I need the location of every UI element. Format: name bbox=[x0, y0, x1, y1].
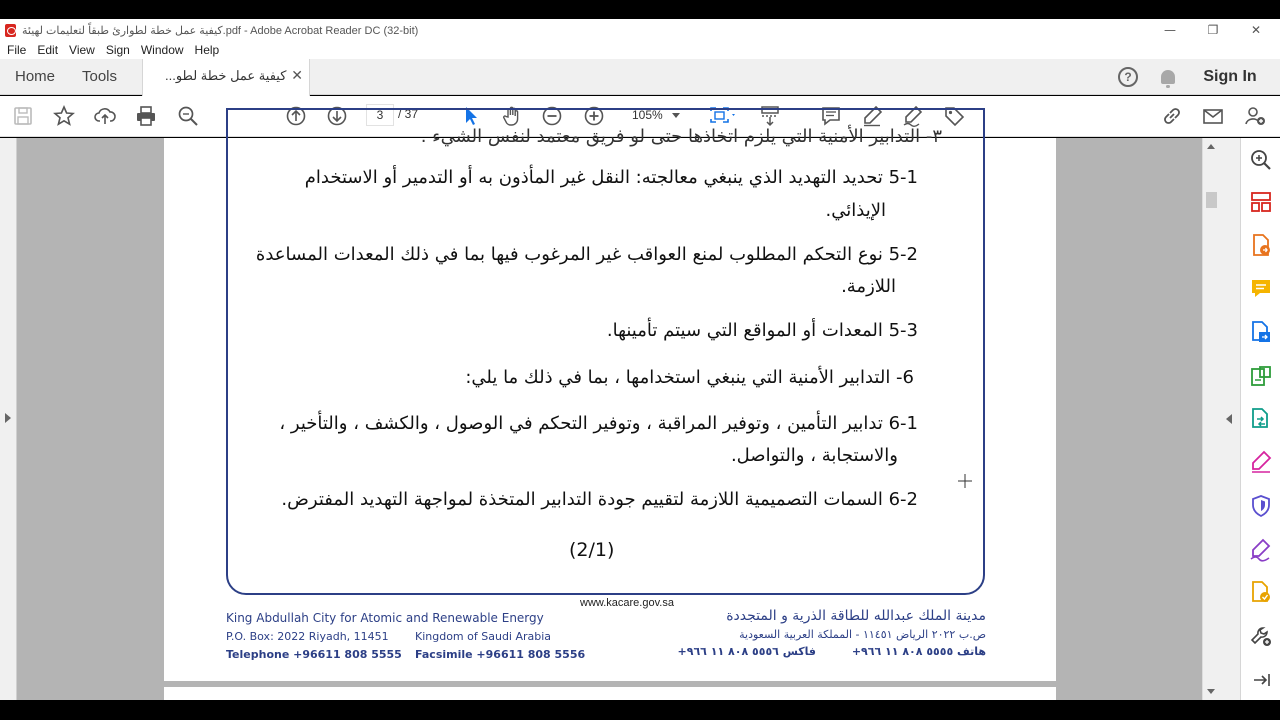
collapse-pane-icon bbox=[1249, 668, 1273, 692]
email-button[interactable] bbox=[1201, 104, 1225, 128]
collapse-right-icon bbox=[1226, 414, 1232, 424]
menu-help[interactable]: Help bbox=[194, 43, 220, 57]
footer-en-pobox: P.O. Box: 2022 Riyadh, 11451 bbox=[226, 630, 389, 643]
organize-pages-icon bbox=[1249, 190, 1273, 214]
acrobat-app-icon bbox=[5, 24, 16, 37]
add-user-icon bbox=[1244, 105, 1266, 127]
fill-sign-icon bbox=[1249, 450, 1273, 474]
mail-icon bbox=[1202, 105, 1224, 127]
footer-en-fax: Facsimile +96611 808 5556 bbox=[415, 648, 586, 661]
menu-file[interactable]: File bbox=[7, 43, 27, 57]
convert-icon bbox=[1249, 407, 1273, 431]
save-icon bbox=[12, 105, 34, 127]
item-6-heading: 6- التدابير الأمنية التي ينبغي استخدامها ، بما في ذلك ما يلي: bbox=[465, 367, 914, 388]
add-user-button[interactable] bbox=[1243, 104, 1267, 128]
tool-convert[interactable] bbox=[1249, 407, 1273, 431]
letterbox-top bbox=[0, 0, 1280, 19]
footer-url: www.kacare.gov.sa bbox=[580, 597, 674, 609]
footer-ar-phone: هاتف ٥٥٥٥ ٨٠٨ ١١ ٩٦٦+ bbox=[851, 645, 986, 658]
share-link-icon bbox=[1161, 105, 1183, 127]
move-cursor-icon bbox=[958, 474, 972, 488]
left-pane-toggle[interactable] bbox=[0, 138, 17, 700]
bookmark-button[interactable] bbox=[52, 104, 76, 128]
tool-sign[interactable] bbox=[1249, 537, 1273, 561]
menu-view[interactable]: View bbox=[69, 43, 95, 57]
letterbox-bottom bbox=[0, 700, 1280, 720]
footer-ar-name: مدينة الملك عبدالله للطاقة الذرية و المتجددة bbox=[726, 608, 986, 624]
close-tab-icon[interactable]: ✕ bbox=[291, 67, 303, 83]
item-6-1-line2: والاستجابة ، والتواصل. bbox=[730, 445, 898, 466]
footer-en-name: King Abdullah City for Atomic and Renewable Energy bbox=[226, 611, 544, 625]
pdf-page bbox=[164, 126, 1056, 681]
menu-edit[interactable]: Edit bbox=[37, 43, 59, 57]
create-pdf-icon bbox=[1249, 320, 1273, 344]
zoom-level-value: 105% bbox=[632, 108, 663, 122]
sign-in-button[interactable] bbox=[1200, 59, 1260, 95]
upload-cloud-icon bbox=[94, 105, 116, 127]
document-viewer[interactable] bbox=[0, 126, 1240, 700]
item-5-3: 5-3 المعدات أو المواقع التي سيتم تأمينها. bbox=[606, 320, 918, 341]
footer-ar-fax: فاكس ٥٥٥٦ ٨٠٨ ١١ ٩٦٦+ bbox=[677, 645, 816, 658]
upload-button[interactable] bbox=[93, 104, 117, 128]
tab-home[interactable]: Home bbox=[15, 68, 56, 85]
find-button[interactable] bbox=[176, 104, 200, 128]
protect-icon bbox=[1249, 494, 1273, 518]
notifications-button[interactable] bbox=[1158, 59, 1178, 95]
bell-icon bbox=[1161, 70, 1175, 84]
menu-sign[interactable]: Sign bbox=[105, 43, 130, 57]
page-number-input[interactable]: 3 bbox=[366, 104, 394, 126]
menu-window[interactable]: Window bbox=[140, 43, 184, 57]
comment-icon bbox=[1249, 277, 1273, 301]
share-link-button[interactable] bbox=[1160, 104, 1184, 128]
tool-protect[interactable] bbox=[1249, 494, 1273, 518]
collapse-pane-button[interactable] bbox=[1249, 668, 1273, 692]
expand-left-icon bbox=[5, 413, 11, 423]
window-title: كيفية عمل خطة لطوارئ طبقاً لتعليمات لهيئة.pdf - Adobe Acrobat Reader DC (32-bit) bbox=[22, 24, 419, 37]
tool-send-review[interactable] bbox=[1249, 580, 1273, 604]
tool-search[interactable] bbox=[1249, 148, 1273, 172]
scroll-down-icon[interactable] bbox=[1207, 689, 1215, 694]
tool-organize-pages[interactable] bbox=[1249, 190, 1273, 214]
help-button[interactable] bbox=[1116, 59, 1140, 95]
restore-button[interactable]: ❐ bbox=[1207, 23, 1219, 37]
tool-create-pdf[interactable] bbox=[1249, 320, 1273, 344]
bookmark-star-icon bbox=[53, 105, 75, 127]
search-zoom-icon bbox=[1249, 148, 1273, 172]
tab-bar bbox=[0, 59, 1280, 95]
tool-edit-pdf[interactable] bbox=[1249, 364, 1273, 388]
print-icon bbox=[135, 105, 157, 127]
footer-ar-address: ص.ب ٢٠٢٢ الرياض ١١٤٥١ - المملكة العربية السعودية bbox=[739, 628, 986, 641]
minimize-button[interactable]: — bbox=[1164, 23, 1176, 37]
item-5-2-line2: اللازمة. bbox=[841, 276, 896, 297]
page-label: (2/1) bbox=[569, 539, 615, 561]
tool-export-pdf[interactable] bbox=[1249, 233, 1273, 257]
zoom-search-icon bbox=[177, 105, 199, 127]
tool-more[interactable] bbox=[1249, 624, 1273, 648]
menu-bar bbox=[0, 41, 1280, 59]
footer-en-phone: Telephone +96611 808 5555 bbox=[226, 648, 402, 661]
scroll-thumb[interactable] bbox=[1206, 192, 1217, 208]
edit-pdf-icon bbox=[1249, 364, 1273, 388]
item-5-1-line1: 5-1 تحديد التهديد الذي ينبغي معالجته: النقل غير المأذون به أو التدمير أو الاستخدام bbox=[304, 167, 918, 188]
item-5-1-line2: الإيذائي. bbox=[825, 200, 886, 221]
more-tools-icon bbox=[1249, 624, 1273, 648]
sign-icon bbox=[1249, 537, 1273, 561]
send-review-icon bbox=[1249, 580, 1273, 604]
tab-document[interactable] bbox=[142, 59, 310, 96]
next-pdf-page bbox=[164, 687, 1056, 700]
export-pdf-icon bbox=[1249, 233, 1273, 257]
item-5-2-line1: 5-2 نوع التحكم المطلوب لمنع العواقب غير المرغوب فيها بما في ذلك المعدات المساعدة bbox=[255, 244, 918, 265]
item-6-1-line1: 6-1 تدابير التأمين ، وتوفير المراقبة ، وتوفير التحكم في الوصول ، والكشف ، والتأخير ، bbox=[279, 413, 918, 434]
tool-fill-sign[interactable] bbox=[1249, 450, 1273, 474]
tool-comment[interactable] bbox=[1249, 277, 1273, 301]
page-total: / 37 bbox=[398, 107, 419, 121]
item-6-2: 6-2 السمات التصميمية اللازمة لتقييم جودة التدابير المتخذة لمواجهة التهديد المفترض. bbox=[281, 489, 918, 510]
document-tab-label: كيفية عمل خطة لطو... bbox=[165, 68, 287, 83]
sign-in-label: Sign In bbox=[1203, 68, 1257, 85]
tab-tools[interactable]: Tools bbox=[82, 68, 118, 85]
clipped-line: ٣- التدابير الأمنية التي يلزم اتخاذها حتى لو فريق معتمد لنفس الشيء . bbox=[420, 126, 942, 147]
scroll-up-icon[interactable] bbox=[1207, 144, 1215, 149]
help-icon: ? bbox=[1118, 67, 1138, 87]
close-window-button[interactable]: ✕ bbox=[1250, 23, 1262, 37]
print-button[interactable] bbox=[134, 104, 158, 128]
footer-en-country: Kingdom of Saudi Arabia bbox=[415, 630, 552, 643]
tools-pane bbox=[1240, 138, 1280, 700]
title-bar bbox=[0, 19, 1280, 41]
save-button[interactable] bbox=[11, 104, 35, 128]
vertical-scrollbar[interactable] bbox=[1202, 138, 1219, 700]
right-pane-toggle[interactable] bbox=[1219, 138, 1240, 700]
